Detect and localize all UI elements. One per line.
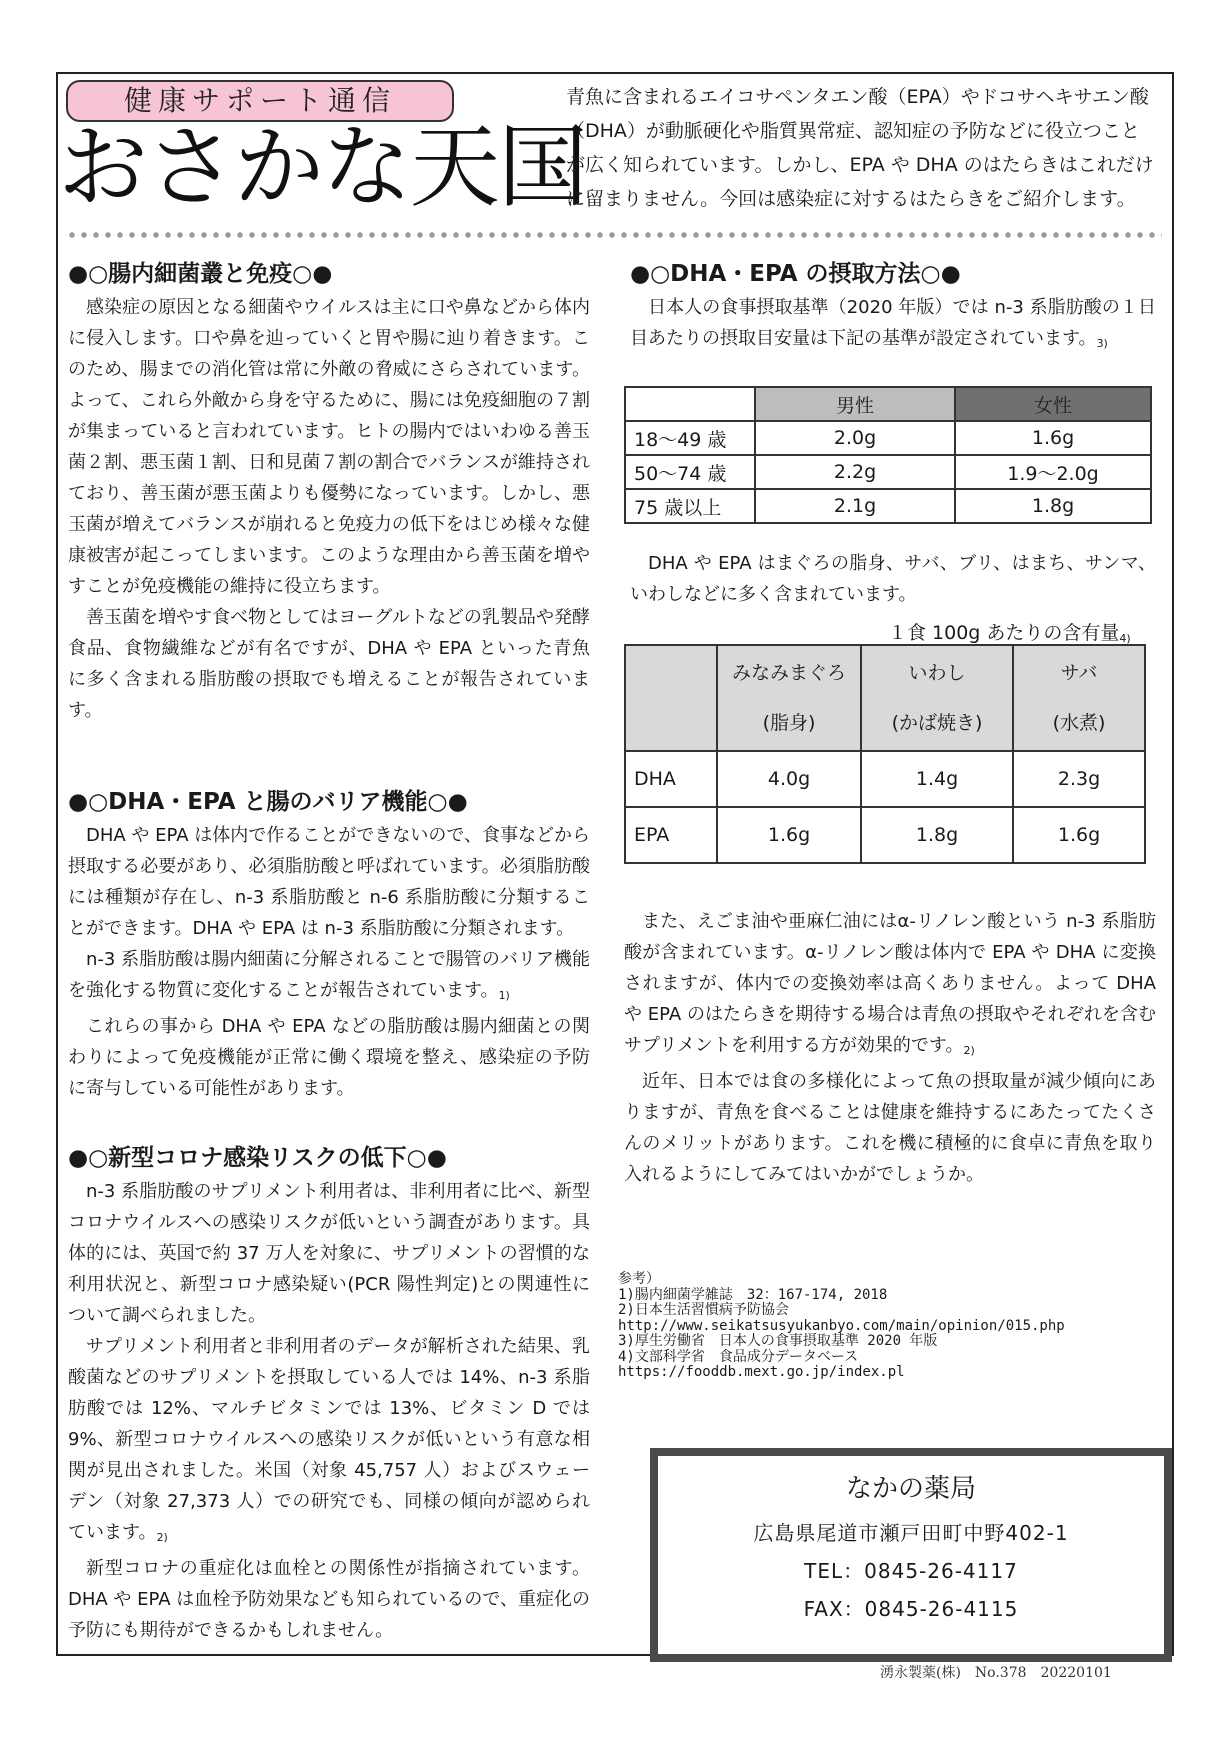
section-title: ●○DHA・EPA と腸のバリア機能○● bbox=[68, 789, 468, 815]
publisher-footer: 湧永製薬(株) No.378 20220101 bbox=[880, 1665, 1112, 1681]
dotted-divider bbox=[66, 230, 1162, 240]
table-header-cell bbox=[625, 387, 755, 421]
reference-line: 3)厚生労働省 日本人の食事摂取基準 2020 年版 bbox=[618, 1333, 938, 1349]
paragraph bbox=[68, 1331, 590, 1553]
table-cell: 1.9～2.0g bbox=[955, 455, 1151, 489]
section-title: ●○新型コロナ感染リスクの低下○● bbox=[68, 1145, 447, 1171]
section-barrier-function bbox=[68, 784, 590, 1104]
table-header-cell: 女性 bbox=[955, 387, 1151, 421]
newsletter-title: おさかな天国 bbox=[58, 115, 586, 220]
pharmacy-fax: FAX：0845-26-4115 bbox=[803, 1597, 1019, 1621]
table-cell: 18～49 歳 bbox=[625, 421, 755, 455]
reference-line: 1)腸内細菌学雑誌 32：167-174, 2018 bbox=[618, 1286, 888, 1303]
section-covid-risk bbox=[68, 1140, 590, 1646]
intro-text: 青魚に含まれるエイコサペンタエン酸（EPA）やドコサヘキサエン酸（DHA）が動脈硬化や脂質異常症、認知症の予防などに役立つことが広く知られています。しかし、EPA や DHA のはたらきはこれだけに留まりません。今回は感染症に対するはたらきをご紹介します。 bbox=[566, 86, 1154, 210]
pharmacy-box bbox=[650, 1448, 1172, 1662]
reference-mark: 4) bbox=[1119, 632, 1131, 645]
table-row bbox=[625, 455, 1151, 489]
table-cell: 1.6g bbox=[1013, 807, 1145, 863]
reference-mark: 1) bbox=[498, 989, 510, 1002]
paragraph: 感染症の原因となる細菌やウイルスは主に口や鼻などから体内に侵入します。口や鼻を辿っていくと胃や腸に辿り着きます。このため、腸までの消化管は常に外敵の脅威にさらされています。よって、これら外敵から身を守るために、腸には免疫細胞の７割が集まっていると言われています。ヒトの腸内ではいわゆる善玉菌２割、悪玉菌１割、日和見菌７割の割合でバランスが維持されており、善玉菌が悪玉菌よりも優勢になっています。しかし、悪玉菌が増えてバランスが崩れると免疫力の低下をはじめ様々な健康被害が起こってしまいます。このような理由から善玉菌を増やすことが免疫機能の維持に役立ちます。 bbox=[68, 297, 590, 597]
table-cell: DHA bbox=[625, 751, 717, 807]
paragraph-text: サプリメント利用者と非利用者のデータが解析された結果、乳酸菌などのサプリメントを摂取している人では 14%、n-3 系脂肪酸では 12%、マルチビタミンでは 13%、ビタミン D では 9%、新型コロナウイルスへの感染リスクが低いという有意な相関が見出されました。米国（対象 45,757 人）およびスウェーデン（対象 27,373 人）での研究でも、同様の傾向が認められています。 bbox=[68, 1336, 590, 1543]
reference-line: 2)日本生活習慣病予防協会 bbox=[618, 1302, 789, 1318]
table-caption: １食 100g あたりの含有量$_{4)}$ bbox=[888, 622, 1131, 645]
table-row bbox=[625, 489, 1151, 523]
paragraph: これらの事から DHA や EPA などの脂肪酸は腸内細菌との関わりによって免疫機能が正常に働く環境を整え、感染症の予防に寄与している可能性があります。 bbox=[68, 1016, 590, 1099]
table-header-cell: サバ (水煮) bbox=[1013, 645, 1145, 751]
paragraph bbox=[624, 906, 1156, 1066]
reference-link[interactable]: https://fooddb.mext.go.jp/index.pl bbox=[618, 1364, 905, 1380]
paragraph-text: また、えごま油や亜麻仁油にはα-リノレン酸という n-3 系脂肪酸が含まれています。α-リノレン酸は体内で EPA や DHA に変換されますが、体内での変換効率は高くありません。よって DHA や EPA のはたらきを期待する場合は青魚の摂取やそれぞれを含むサプリメントを利用する方が効果的です。 bbox=[624, 911, 1156, 1056]
reference-mark: 2) bbox=[963, 1044, 975, 1057]
reference-line: 参考） bbox=[618, 1271, 660, 1287]
paragraph: 善玉菌を増やす食べ物としてはヨーグルトなどの乳製品や発酵食品、食物繊維などが有名ですが、DHA や EPA といった青魚に多く含まれる脂肪酸の摂取でも増えることが報告されています。 bbox=[68, 607, 590, 721]
fish-sources-text bbox=[630, 548, 1156, 610]
paragraph: 近年、日本では食の多様化によって魚の摂取量が減少傾向にありますが、青魚を食べることは健康を維持するにあたってたくさんのメリットがあります。これを機に積極的に食卓に青魚を取り入れるようにしてみてはいかがでしょうか。 bbox=[624, 1071, 1156, 1185]
table-cell: 2.0g bbox=[755, 421, 955, 455]
table-header-cell: いわし (かば焼き) bbox=[861, 645, 1013, 751]
table-cell: 4.0g bbox=[717, 751, 861, 807]
table-header-cell: 男性 bbox=[755, 387, 955, 421]
table-cell: 2.1g bbox=[755, 489, 955, 523]
paragraph-text: 日本人の食事摂取基準（2020 年版）では n-3 系脂肪酸の１日目あたりの摂取目安量は下記の基準が設定されています。 bbox=[630, 297, 1156, 349]
section-title: ●○腸内細菌叢と免疫○● bbox=[68, 261, 333, 287]
paragraph: 新型コロナの重症化は血栓との関係性が指摘されています。DHA や EPA は血栓予防効果なども知られているので、重症化の予防にも期待ができるかもしれません。 bbox=[68, 1558, 590, 1641]
paragraph: DHA や EPA はまぐろの脂身、サバ、ブリ、はまち、サンマ、いわしなどに多く含まれています。 bbox=[630, 553, 1156, 605]
table-cell: 1.8g bbox=[861, 807, 1013, 863]
pharmacy-address: 広島県尾道市瀬戸田町中野402-1 bbox=[753, 1521, 1069, 1545]
paragraph-text: n-3 系脂肪酸は腸内細菌に分解されることで腸管のバリア機能を強化する物質に変化することが報告されています。 bbox=[68, 949, 590, 1001]
table-cell: 75 歳以上 bbox=[625, 489, 755, 523]
reference-mark: 2) bbox=[156, 1531, 168, 1544]
section-title: ●○DHA・EPA の摂取方法○● bbox=[630, 261, 961, 287]
paragraph: DHA や EPA は体内で作ることができないので、食事などから摂取する必要があり、必須脂肪酸と呼ばれています。必須脂肪酸には種類が存在し、n-3 系脂肪酸と n-6 系脂肪酸に分類することができます。DHA や EPA は n-3 系脂肪酸に分類されます。 bbox=[68, 825, 590, 939]
pharmacy-name: なかの薬局 bbox=[845, 1474, 976, 1504]
reference-line: 4)文部科学省 食品成分データベース bbox=[618, 1348, 859, 1365]
table-cell: 1.6g bbox=[955, 421, 1151, 455]
table-row bbox=[625, 751, 1145, 807]
table-header-cell bbox=[625, 645, 717, 751]
table-row bbox=[625, 421, 1151, 455]
alpha-linolenic-section bbox=[624, 906, 1156, 1190]
reference-link[interactable]: http://www.seikatsusyukanbyo.com/main/opinion/015.php bbox=[618, 1317, 1065, 1334]
table-header-row bbox=[625, 645, 1145, 751]
table-cell: 1.6g bbox=[717, 807, 861, 863]
table-cell: 2.3g bbox=[1013, 751, 1145, 807]
section-intake-method bbox=[630, 256, 1156, 359]
paragraph: n-3 系脂肪酸のサプリメント利用者は、非利用者に比べ、新型コロナウイルスへの感染リスクが低いという調査があります。具体的には、英国で約 37 万人を対象に、サプリメントの習慣的な利用状況と、新型コロナ感染疑い(PCR 陽性判定)との関連性について調べられました。 bbox=[68, 1181, 590, 1326]
newsletter-label: 健康サポート通信 bbox=[66, 80, 454, 122]
fish-content-table bbox=[624, 644, 1146, 864]
table-cell: 1.8g bbox=[955, 489, 1151, 523]
table-cell: 2.2g bbox=[755, 455, 955, 489]
table-cell: 50～74 歳 bbox=[625, 455, 755, 489]
table-header-cell: みなみまぐろ (脂身) bbox=[717, 645, 861, 751]
table-row bbox=[625, 807, 1145, 863]
paragraph bbox=[630, 292, 1156, 359]
table-cell: 1.4g bbox=[861, 751, 1013, 807]
table-header-row bbox=[625, 387, 1151, 421]
paragraph bbox=[68, 944, 590, 1011]
table-cell: EPA bbox=[625, 807, 717, 863]
reference-mark: 3) bbox=[1096, 337, 1108, 350]
section-gut-immunity bbox=[68, 256, 590, 726]
intake-table bbox=[624, 386, 1152, 524]
references bbox=[618, 1272, 1065, 1381]
pharmacy-tel: TEL：0845-26-4117 bbox=[804, 1559, 1018, 1583]
